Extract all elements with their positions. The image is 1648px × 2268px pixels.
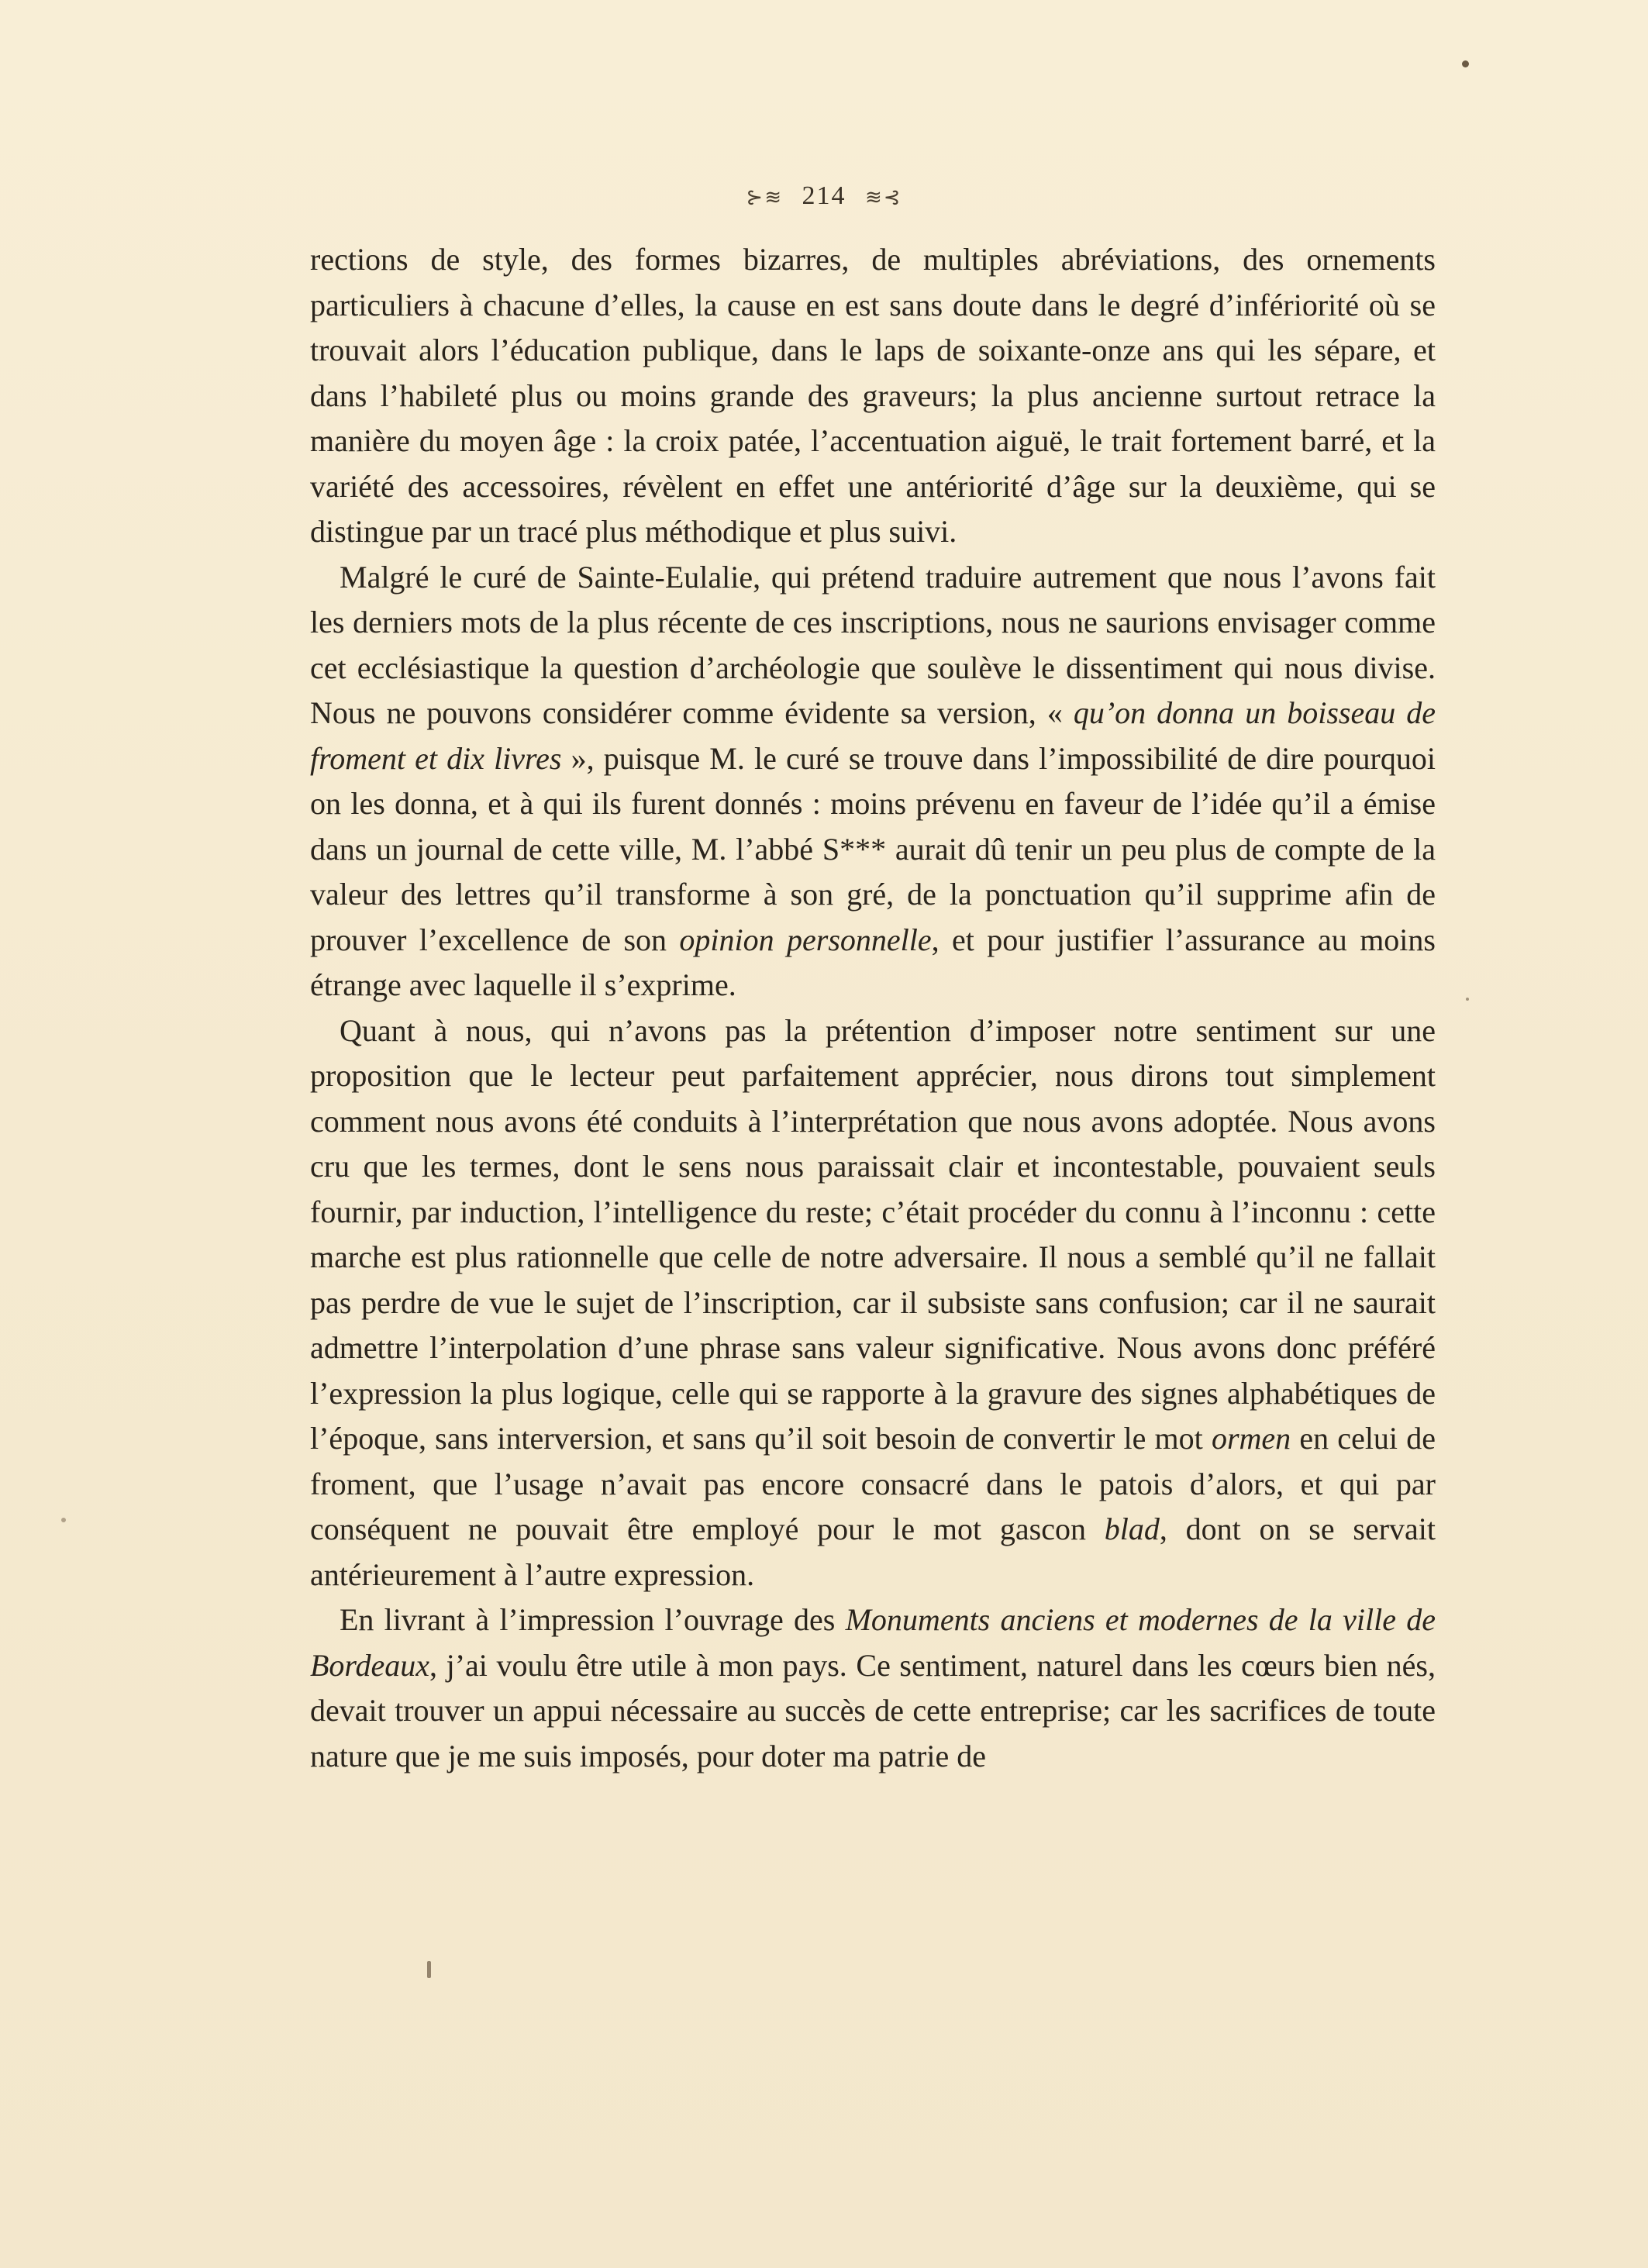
paper-speck (1462, 60, 1469, 67)
body-text (310, 237, 1436, 1779)
right-ornament-icon: ≋⊰ (865, 186, 902, 209)
left-ornament-icon: ⊱≋ (746, 186, 783, 209)
italic-text-segment: blad (1104, 1511, 1160, 1546)
text-segment: en celui de froment, que l’usage n’avait pas encore consacré dans le patois d’alors, et qui par conséquent ne pouvait être employé pour le mot gascon (310, 1421, 1436, 1546)
italic-text-segment: opinion personnelle (679, 922, 932, 957)
page-number: 214 (802, 181, 846, 210)
text-segment: Quant à nous, qui n’avons pas la prétention d’imposer notre sentiment sur une proposition que le lecteur peut parfaitement apprécier, nous dirons tout simplement comment nous avons été conduits à l’interprétation que nous avons adoptée. Nous avons cru que les termes, dont le sens nous paraissait clair et incontestable, pouvaient seuls fournir, par induction, l’intelligence du reste; c’était procéder du connu à l’inconnu : cette marche est plus rationnelle que celle de notre adversaire. Il nous a semblé qu’il ne fallait pas perdre de vue le sujet de l’inscription, car il subsiste sans confusion; car il ne saurait admettre l’interpolation d’une phrase sans valeur significative. Nous avons donc préféré l’expression la plus logique, celle qui se rapporte à la gravure des signes alphabétiques de l’époque, sans interversion, et sans qu’il soit besoin de convertir le mot (310, 1012, 1436, 1456)
text-segment: , et pour justifier l’assurance au moins étrange avec laquelle il s’exprime. (310, 922, 1436, 1002)
paragraph (310, 237, 1436, 555)
page-header (0, 181, 1648, 211)
paragraph (310, 555, 1436, 1008)
text-segment: En livrant à l’impression l’ouvrage des (340, 1602, 846, 1637)
text-segment: , j’ai voulu être utile à mon pays. Ce sentiment, naturel dans les cœurs bien nés, devait trouver un appui nécessaire au succès de cette entreprise; car les sacrifices de toute nature que je me suis imposés, pour doter ma patrie de (310, 1647, 1436, 1773)
text-segment: Malgré le curé de Sainte-Eulalie, qui prétend traduire autrement que nous l’avons fait les derniers mots de la plus récente de ces inscriptions, nous ne saurions envisager comme cet ecclésiastique la question d’archéologie que soulève le dissentiment qui nous divise. Nous ne pouvons considérer comme évidente sa version, « (310, 559, 1436, 730)
paper-speck (427, 1961, 431, 1978)
text-segment: , dont on se servait antérieurement à l’autre expression. (310, 1511, 1436, 1592)
text-segment: », puisque M. le curé se trouve dans l’impossibilité de dire pourquoi on les donna, et à qui ils furent donnés : moins prévenu en faveur de l’idée qu’il a émise dans un journal de cette ville, M. l’abbé S*** aurait dû tenir un peu plus de compte de la valeur des lettres qu’il transforme à son gré, de la ponctuation qu’il supprime afin de prouver l’excellence de son (310, 740, 1436, 957)
paragraph (310, 1008, 1436, 1598)
paragraph (310, 1598, 1436, 1779)
paper-speck (1466, 998, 1469, 1001)
italic-text-segment: ormen (1211, 1421, 1291, 1456)
paper-speck (61, 1518, 66, 1522)
italic-text-segment: Monuments anciens et modernes de la ville de Bordeaux (310, 1602, 1436, 1683)
italic-text-segment: qu’on donna un boisseau de froment et dix livres (310, 695, 1436, 776)
text-segment: rections de style, des formes bizarres, de multiples abréviations, des ornements particuliers à chacune d’elles, la cause en est sans doute dans le degré d’infériorité où se trouvait alors l’éducation publique, dans le laps de soixante-onze ans qui les sépare, et dans l’habileté plus ou moins grande des graveurs; la plus ancienne surtout retrace la manière du moyen âge : la croix patée, l’accentuation aiguë, le trait fortement barré, et la variété des accessoires, révèlent en effet une antériorité d’âge sur la deuxième, qui se distingue par un tracé plus méthodique et plus suivi. (310, 242, 1436, 549)
